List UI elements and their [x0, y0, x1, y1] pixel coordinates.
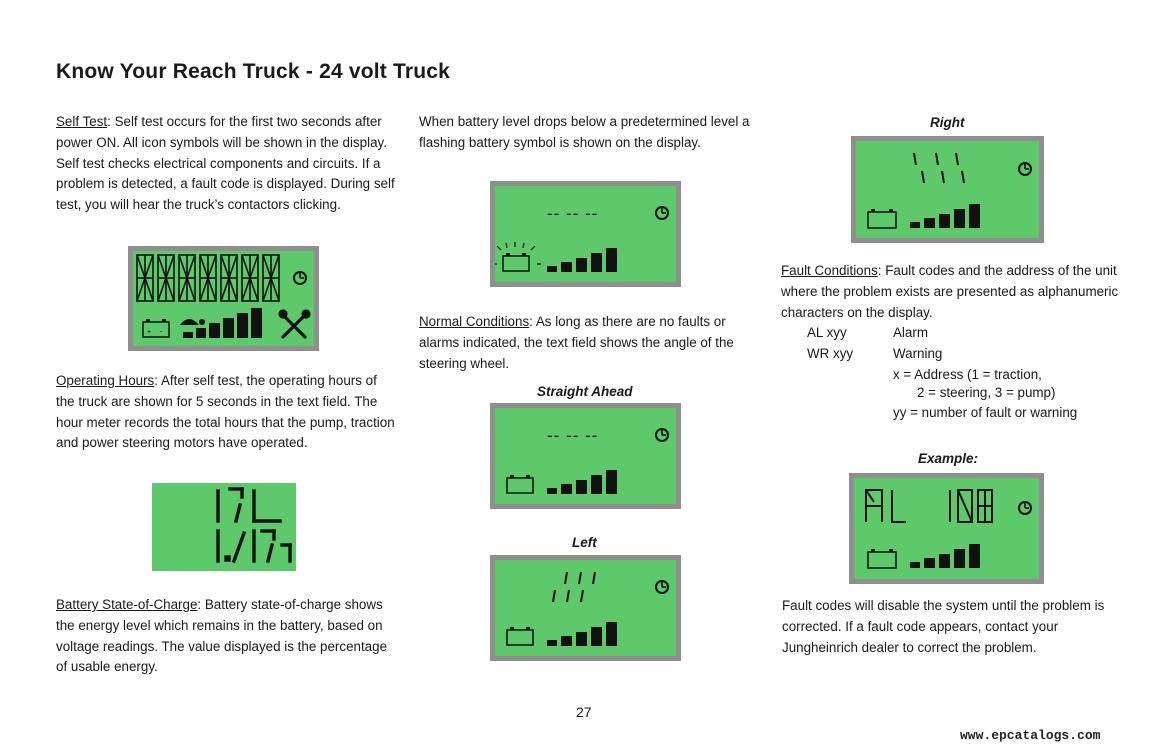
hours-line2-digits — [218, 531, 290, 561]
page-title: Know Your Reach Truck - 24 volt Truck — [56, 60, 451, 83]
fault-code-row — [807, 323, 847, 343]
clock-icon — [656, 581, 668, 593]
fault-conditions-label: Fault Conditions — [781, 263, 878, 278]
segment-digit — [158, 255, 174, 301]
example-display — [849, 473, 1044, 584]
steering-left-marks — [553, 572, 595, 602]
fault-meaning: Alarm — [893, 325, 928, 340]
left-display — [490, 555, 681, 661]
page-number: 27 — [576, 704, 592, 720]
low-battery-paragraph: When battery level drops below a predetermined level a flashing battery symbol is shown on the display. — [419, 114, 750, 150]
self-test-paragraph — [56, 112, 401, 216]
fault-code: AL xyy — [807, 325, 847, 340]
self-test-label: Self Test — [56, 114, 108, 129]
battery-soc-text: : Battery state-of-charge shows the energy level which remains in the battery, based on voltage readings. The value displayed is the percentage of usable energy. — [56, 597, 388, 675]
clock-icon — [1019, 163, 1031, 175]
fault-conditions-text: : Fault codes and the address of the unit where the problem exists are presented as alphanumeric characters on the display. — [781, 263, 1119, 320]
low-battery-display — [490, 181, 681, 287]
example-right-code — [950, 490, 992, 522]
yy-line: yy = number of fault or warning — [893, 405, 1078, 420]
address-line-2: 2 = steering, 3 = pump) — [917, 385, 1056, 400]
segment-digit — [137, 255, 153, 301]
dash-text: -- -- -- — [547, 204, 599, 223]
fault-code-row — [807, 344, 853, 364]
clock-icon — [656, 429, 668, 441]
clock-icon — [656, 207, 668, 219]
clock-icon — [294, 272, 306, 284]
operating-hours-label: Operating Hours — [56, 373, 155, 388]
normal-conditions-paragraph — [419, 312, 754, 374]
self-test-display — [128, 246, 319, 351]
address-line-1: x = Address (1 = traction, — [893, 367, 1042, 382]
battery-soc-paragraph — [56, 595, 391, 678]
signal-bars-icon — [547, 622, 617, 646]
caption-left: Left — [572, 535, 597, 550]
battery-icon — [143, 319, 169, 337]
svg-text:-: - — [160, 329, 163, 336]
normal-conditions-label: Normal Conditions — [419, 314, 530, 329]
signal-bars-icon — [910, 544, 980, 568]
example-left-code — [866, 490, 906, 522]
caption-straight-ahead: Straight Ahead — [537, 384, 633, 399]
clock-icon — [1019, 502, 1031, 514]
caption-right: Right — [930, 115, 965, 130]
straight-ahead-display — [490, 403, 681, 509]
segment-digit — [242, 255, 258, 301]
dash-text: -- -- -- — [547, 426, 599, 445]
watermark[interactable]: www.epcatalogs.com — [960, 728, 1101, 743]
flashing-battery-icon — [495, 242, 541, 264]
closing-paragraph: Fault codes will disable the system until the problem is corrected. If a fault code appears, contact your Jungheinrich dealer to correct the problem. — [782, 598, 1105, 655]
segment-digit — [179, 255, 195, 301]
fault-code: WR xyy — [807, 346, 854, 361]
fault-conditions-paragraph — [781, 261, 1121, 323]
signal-bars-icon — [547, 470, 617, 494]
wrench-icon — [280, 311, 309, 337]
signal-bars-icon — [910, 204, 980, 228]
self-test-text: : Self test occurs for the first two seconds after power ON. All icon symbols will be shown in the display. Self test checks electrical components and circuits. If a problem is detected, a fault code is displayed. During self test, you will hear the truck’s contactors clicking. — [56, 114, 395, 213]
battery-icon — [868, 549, 896, 568]
segment-digit — [200, 255, 216, 301]
battery-soc-label: Battery State-of-Charge — [56, 597, 198, 612]
fault-meaning: Warning — [893, 346, 943, 361]
fault-code-meaning — [893, 344, 942, 364]
segment-digit — [263, 255, 279, 301]
turtle-icon — [180, 319, 205, 325]
battery-icon — [503, 253, 529, 271]
battery-icon — [868, 209, 896, 228]
hours-display — [152, 483, 296, 571]
operating-hours-paragraph — [56, 371, 396, 454]
battery-icon — [507, 627, 533, 645]
svg-text:+: + — [147, 329, 152, 336]
caption-example: Example: — [918, 451, 979, 466]
signal-bars-icon — [547, 248, 617, 272]
segment-digit — [221, 255, 237, 301]
hours-line1-digits — [218, 489, 280, 521]
fault-code-meaning — [893, 323, 928, 343]
operating-hours-text: : After self test, the operating hours of the truck are shown for 5 seconds in the text field. The hour meter records the total hours that the pump, traction and power steering motors have operated. — [56, 373, 395, 451]
battery-icon — [507, 475, 533, 493]
steering-right-marks — [914, 153, 964, 183]
normal-conditions-text: : As long as there are no faults or alarms indicated, the text field shows the angle of the steering wheel. — [419, 314, 734, 371]
right-display — [851, 136, 1044, 243]
